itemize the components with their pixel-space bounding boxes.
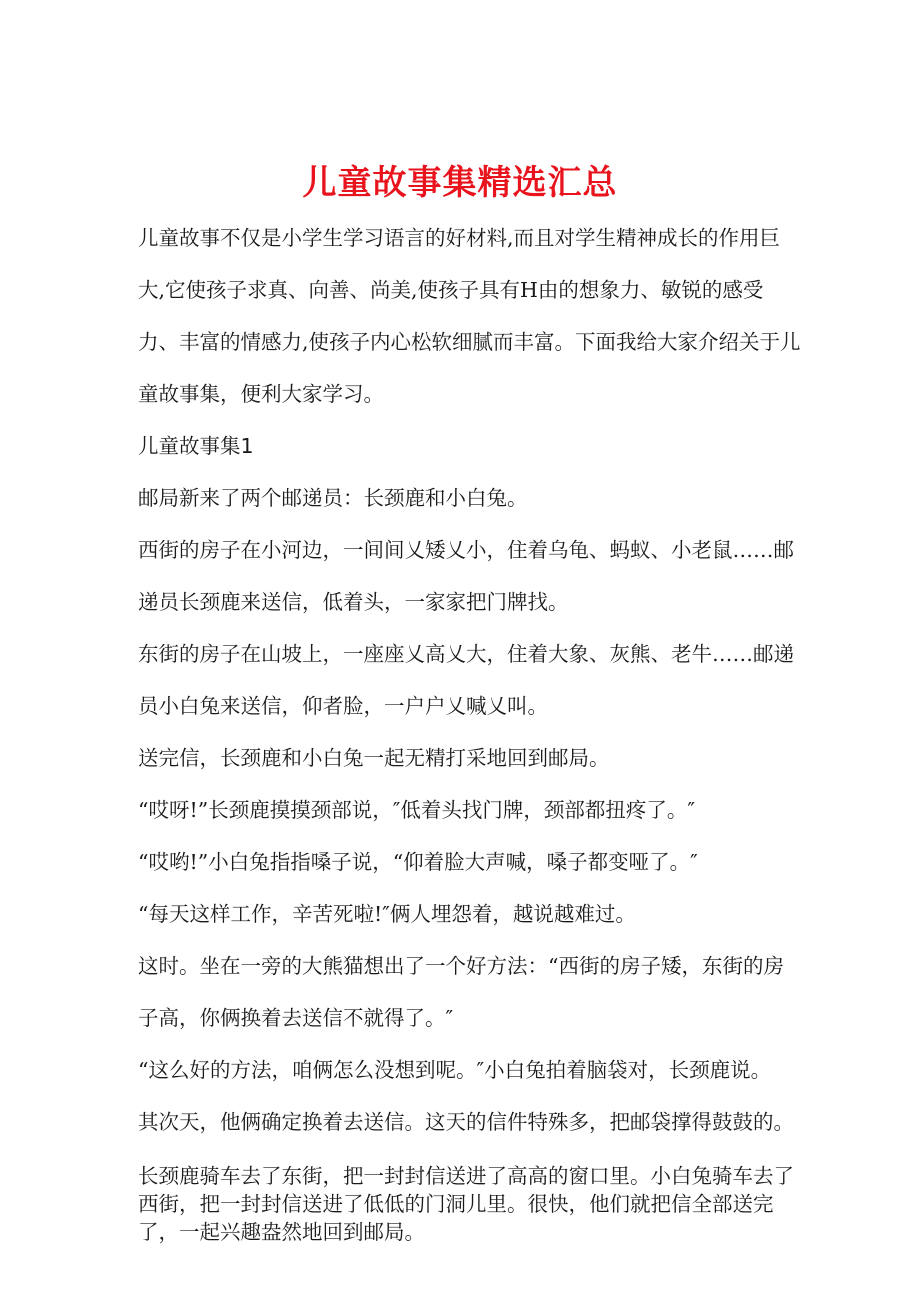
story-paragraph: “哎呀!”长颈鹿摸摸颈部说，″低着头找门牌，颈部都扭疼了。″ — [138, 798, 696, 822]
story-paragraph: 其次天，他俩确定换着去送信。这天的信件特殊多，把邮袋撑得鼓鼓的。 — [138, 1110, 794, 1134]
story-paragraph: “这么好的方法，咱俩怎么没想到呢。″小白兔拍着脑袋对，长颈鹿说。 — [138, 1058, 772, 1082]
story-paragraph: “哎哟!”小白兔指指嗓子说，“仰着脸大声喊，嗓子都变哑了。″ — [138, 850, 698, 874]
document-title: 儿童故事集精选汇总 — [302, 162, 618, 203]
story-paragraph: 送完信，长颈鹿和小白兔一起无精打采地回到邮局。 — [138, 746, 610, 770]
story-paragraph: 西街的房子在小河边，一间间乂矮乂小，住着乌龟、蚂蚁、小老鼠……邮递员长颈鹿来送信，低着头，一家家把门牌找。 — [138, 538, 794, 614]
story-paragraph: 这时。坐在一旁的大熊猫想出了一个好方法：“西街的房子矮，东街的房子高，你俩换着去送信不就得了。″ — [138, 954, 784, 1030]
story-paragraph: 东街的房子在山坡上，一座座乂高乂大，住着大象、灰熊、老牛……邮递员小白兔来送信，仰者脸，一户户乂喊乂叫。 — [138, 642, 794, 718]
intro-paragraph: 儿童故事不仅是小学生学习语言的好材料,而且对学生精神成长的作用巨大,它使孩子求真、向善、尚美,使孩子具有H由的想象力、敏锐的感受力、丰富的情感力,使孩子内心松软细腻而丰富。下面我给大家介绍关于儿童故事集，便利大家学习。 — [138, 226, 801, 406]
story-paragraph: “每天这样工作，辛苦死啦!″俩人埋怨着，越说越难过。 — [138, 902, 636, 926]
story-heading: 儿童故事集1 — [138, 434, 254, 458]
document-body — [138, 212, 802, 1246]
story-paragraph: 长颈鹿骑车去了东街，把一封封信送进了高高的窗口里。小白兔骑车去了西街，把一封封信送进了低低的门洞儿里。很快，他们就把信全部送完了，一起兴趣盎然地回到邮局。 — [138, 1164, 794, 1244]
story-paragraph: 邮局新来了两个邮递员：长颈鹿和小白兔。 — [138, 486, 528, 510]
